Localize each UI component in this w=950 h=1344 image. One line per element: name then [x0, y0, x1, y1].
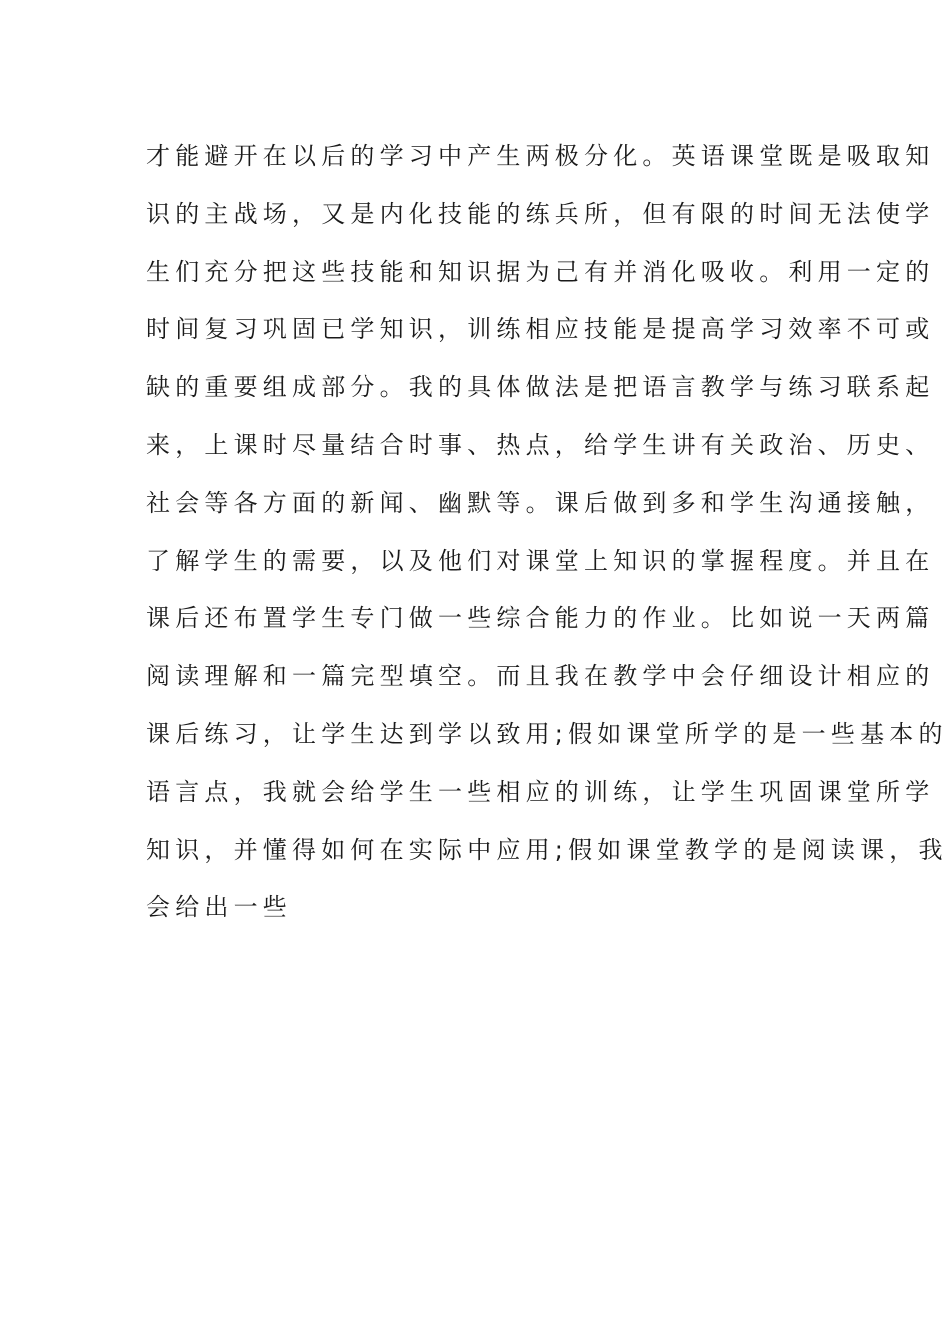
text-line: 会给出一些 — [146, 893, 292, 922]
text-line: 社会等各方面的新闻、幽默等。课后做到多和学生沟通接触， — [146, 488, 935, 517]
text-line: 才能避开在以后的学习中产生两极分化。英语课堂既是吸取知 — [146, 142, 935, 170]
text-line: 了解学生的需要，以及他们对课堂上知识的掌握程度。并且在 — [146, 546, 935, 575]
text-line: 课后练习，让学生达到学以致用;假如课堂所学的是一些基本的 — [146, 719, 948, 748]
text-line: 生们充分把这些技能和知识据为己有并消化吸收。利用一定的 — [146, 257, 935, 286]
text-line: 识的主战场，又是内化技能的练兵所，但有限的时间无法使学 — [146, 199, 935, 228]
text-line: 缺的重要组成部分。我的具体做法是把语言教学与练习联系起 — [146, 373, 935, 402]
body-text — [146, 133, 948, 942]
text-line: 来，上课时尽量结合时事、热点，给学生讲有关政治、历史、 — [146, 430, 935, 459]
text-line: 语言点，我就会给学生一些相应的训练，让学生巩固课堂所学 — [146, 777, 935, 806]
text-line: 课后还布置学生专门做一些综合能力的作业。比如说一天两篇 — [146, 604, 935, 633]
text-line: 阅读理解和一篇完型填空。而且我在教学中会仔细设计相应的 — [146, 662, 935, 691]
text-line: 知识，并懂得如何在实际中应用;假如课堂教学的是阅读课，我 — [146, 835, 948, 864]
text-line: 时间复习巩固已学知识，训练相应技能是提高学习效率不可或 — [146, 315, 935, 344]
